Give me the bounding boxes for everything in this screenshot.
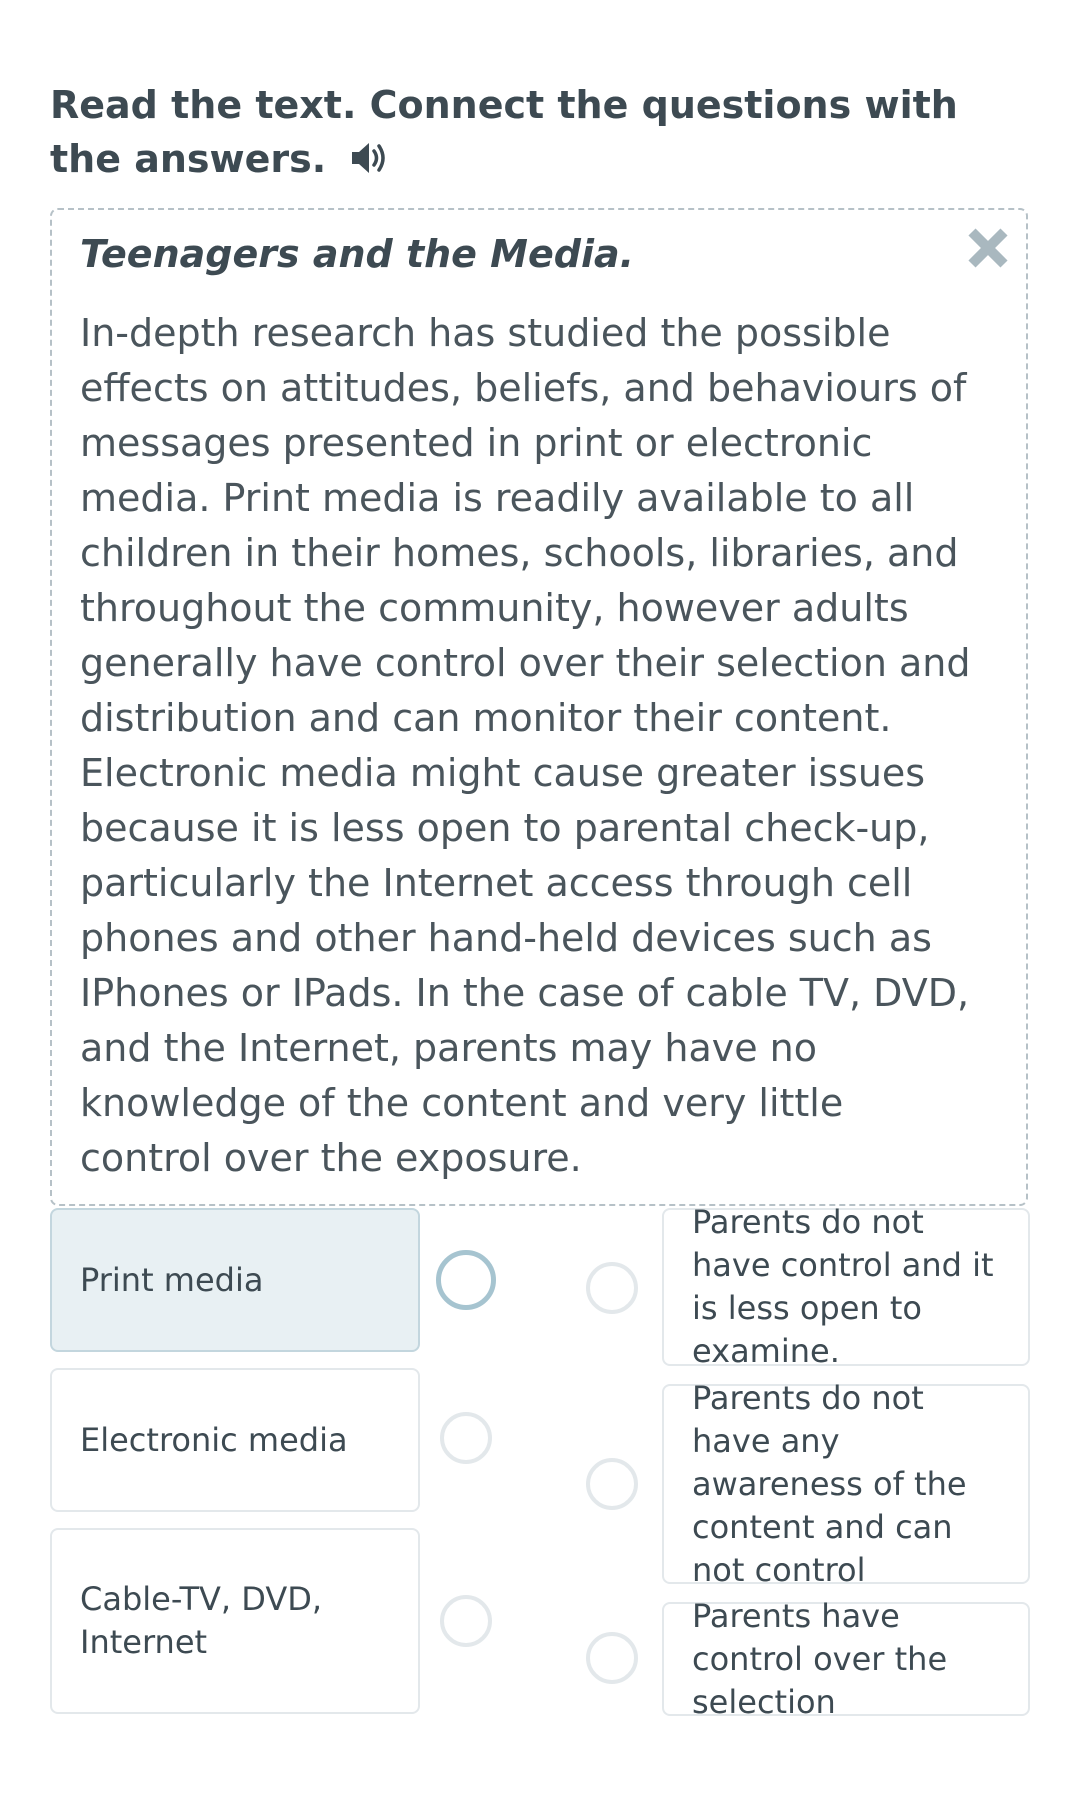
answer-card-2[interactable] — [662, 1378, 1030, 1589]
question-connector-radio-2[interactable] — [440, 1412, 492, 1464]
instruction-text: Read the text. Connect the questions with the answers. — [50, 83, 958, 181]
question-label: Cable-TV, DVD, Internet — [80, 1580, 323, 1661]
reading-title: Teenagers and the Media. — [80, 232, 635, 276]
reading-text-panel — [50, 208, 1028, 1206]
answer-card-3[interactable] — [662, 1596, 1030, 1721]
answer-connector-radio-2[interactable] — [586, 1458, 638, 1510]
question-connector-radio-1[interactable] — [436, 1250, 496, 1310]
answer-connector-radio-3[interactable] — [586, 1632, 638, 1684]
answer-label: Parents have control over the selection — [692, 1596, 948, 1721]
answer-card-1[interactable] — [662, 1203, 1030, 1370]
question-card-print-media[interactable] — [50, 1208, 420, 1352]
question-card-cable-tv-dvd-internet[interactable] — [50, 1528, 420, 1714]
question-label: Electronic media — [80, 1420, 348, 1459]
question-connector-radio-3[interactable] — [440, 1595, 492, 1647]
instruction-heading — [50, 78, 1010, 190]
answer-connector-radio-1[interactable] — [586, 1262, 638, 1314]
question-card-electronic-media[interactable] — [50, 1368, 420, 1512]
answer-label: Parents do not have any awareness of the content and can not control — [692, 1378, 967, 1589]
answer-label: Parents do not have control and it is less open to examine. — [692, 1203, 994, 1370]
close-icon[interactable] — [966, 226, 1010, 270]
speaker-icon[interactable] — [350, 136, 390, 190]
question-label: Print media — [80, 1260, 264, 1299]
reading-body: In-depth research has studied the possible effects on attitudes, beliefs, and behaviours of messages presented in print or electronic media. Print media is readily available to all children in their homes, schools, libraries, and throughout the community, however adults generally have control over their selection and distribution and can monitor their content. Electronic media might cause greater issues because it is less open to parental check-up, particularly the Internet access through cell phones and other hand-held devices such as IPhones or IPads. In the case of cable TV, DVD, and the Internet, parents may have no knowledge of the content and very little control over the exposure. — [80, 311, 971, 1180]
